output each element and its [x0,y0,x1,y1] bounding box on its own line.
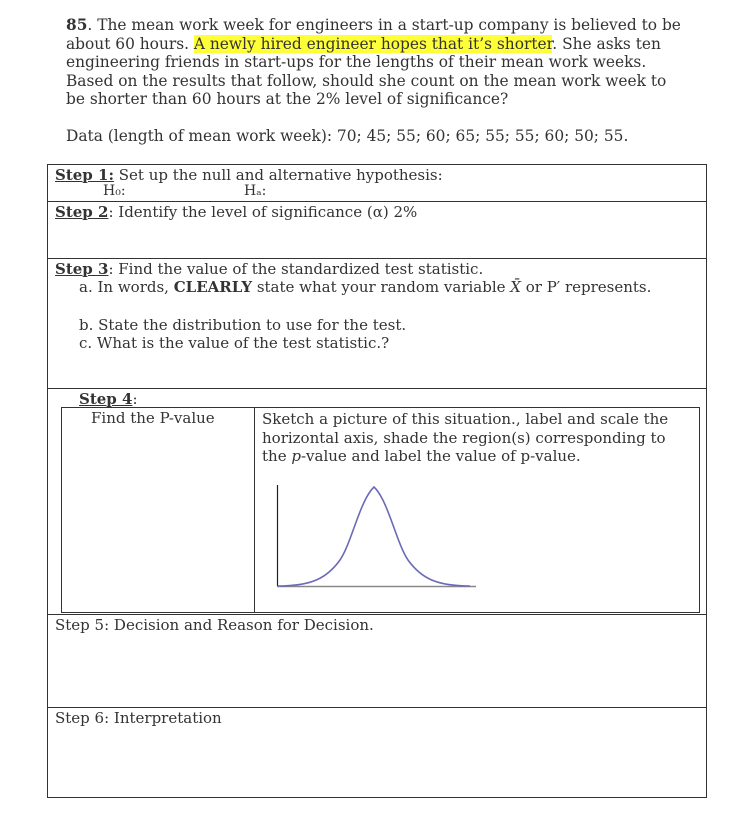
step4-label: Step 4 [79,390,133,408]
step5-row [48,615,706,708]
step3-label: Step 3 [55,260,109,278]
step1-row [48,165,706,202]
step2-text: : Identify the level of significance (α) 2% [108,203,418,221]
xbar-symbol: X̄ [510,278,521,296]
step3-item-a: a. In words, CLEARLY state what your random variable X̄ or P′ represents. [79,278,652,296]
step3-heading [55,260,483,278]
data-line: Data (length of mean work week): 70; 45; 55; 60; 65; 55; 55; 60; 50; 55. [66,127,629,145]
step6-row [48,708,706,797]
step2-label: Step 2 [55,203,109,221]
bell-curve [278,487,470,586]
step1-heading [55,166,443,184]
normal-curve-sketch [272,480,482,592]
sketch-instructions: Sketch a picture of this situation., label and scale the horizontal axis, shade the region(s) corresponding to the p-value and label the value of p-value. [262,410,669,466]
step4-divider [254,408,255,612]
problem-text-after: . She asks ten engineering friends in start-ups for the lengths of their mean work weeks. Based on the results that follow, should she count on the mean work week to be shorter than 60 hours at the 2% level of significance? [66,34,667,109]
step5-heading: Step 5: Decision and Reason for Decision. [55,616,374,634]
h0-label: H₀: [103,183,126,199]
highlighted-text: A newly hired engineer hopes that it’s shorter [193,34,553,53]
problem-text-before: . The mean work week for engineers in a start-up company is believed to be about 60 hours. [66,16,681,53]
step4-inner-table [61,407,700,613]
step4-heading: Step 4: [79,390,138,408]
step1-label: Step 1: [55,166,114,184]
step1-text: Set up the null and alternative hypothesis: [114,166,443,184]
problem-number: 85 [66,16,88,34]
problem-statement [66,16,686,109]
step2-row [48,202,706,259]
step3-item-c: c. What is the value of the test statistic.? [79,334,390,352]
pvalue-label: Find the P-value [91,409,215,427]
step6-heading: Step 6: Interpretation [55,709,222,727]
step3-row [48,259,706,389]
worksheet-table [47,164,707,798]
step3-item-b: b. State the distribution to use for the test. [79,316,407,334]
step3-text: : Find the value of the standardized test statistic. [108,260,484,278]
ha-label: Hₐ: [244,183,267,199]
step2-heading [55,203,417,221]
